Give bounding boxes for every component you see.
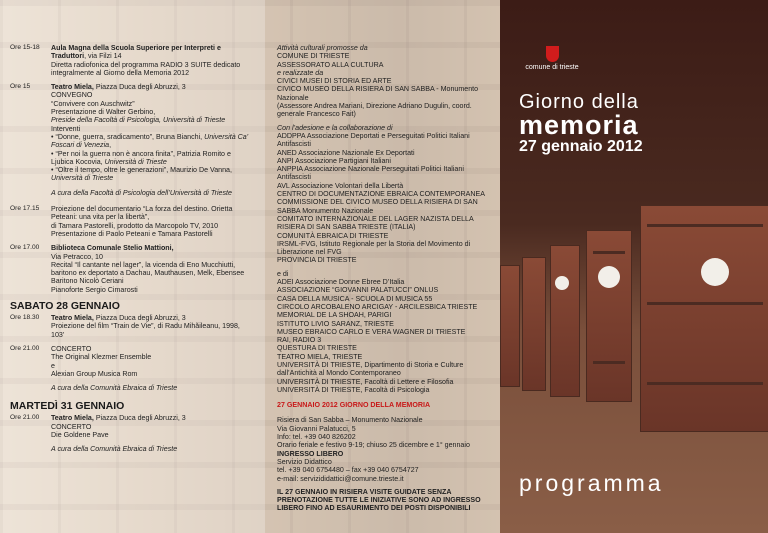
day-title-martedi: MARTEDÌ 31 GENNAIO: [10, 400, 125, 413]
credits-partners: e di ADEI Associazione Donne Ebree D’Italia ASSOCIAZIONE “GIOVANNI PALATUCCI” ONLUS CASA DELLA MUSICA - SCUOLA DI MUSICA 55 CIRCOLO ARCOBALENO ARCIGAY - ARCILESBICA TRIESTE MEMORIAL DE LA SHOAH, PARIGI ISTITUTO LIVIO SARANZ, TRIESTE MUSEO EBRAICO CARLO E VERA WAGNER DI TRIESTE RAI, RADIO 3 QUESTURA DI TRIESTE TEATRO MIELA, TRIESTE UNIVERSITÀ DI TRIESTE, Dipartimento di Storia e Culture dall’Antichità al Mondo Contemporaneo UNIVERSITÀ DI TRIESTE, Facoltà di Lettere e Filosofia UNIVERSITÀ DI TRIESTE, Facoltà di Psicologia: [277, 269, 478, 394]
cover-panel: [500, 0, 768, 533]
column-credits: [265, 0, 500, 533]
event-time: Ore 15-18: [10, 44, 40, 51]
event-row: [10, 83, 255, 183]
title-line-2: memoria: [519, 110, 639, 140]
event-body: Teatro Miela, Piazza Duca degli Abruzzi, 3 CONVEGNO “Convivere con Auschwitz” Presentazione di Walter Gerbino, Preside della Facoltà di Psicologia, Università di Trieste Interventi • “Donne, guerra, sradicamento”, Bruna Bianchi, Università Ca’ Foscari di Venezia, • “Per noi la guerra non è ancora finita”, Patrizia Romito e Ljubica Kocovia, Università di Trieste • “Oltre il tempo, oltre le generazioni”, Maurizio De Vanna, Università di Trieste: [51, 83, 248, 183]
events-block-2: [10, 205, 255, 294]
events-block-1: [10, 44, 255, 183]
event-row: [10, 414, 255, 439]
door-shape: [586, 230, 632, 402]
note-psicologia: A cura della Facoltà di Psicologia dell’Università di Trieste: [51, 188, 232, 197]
event-body: Teatro Miela, Piazza Duca degli Abruzzi, 3 CONCERTO Die Goldene Pave: [51, 414, 186, 439]
event-row: [10, 44, 255, 77]
credits-content: [277, 44, 490, 513]
event-body: Biblioteca Comunale Stelio Mattioni, Via Petracco, 10 Recital “Il cantante nel lager”, la vicenda di Eno Mucchiutti, baritono ex deportato a Dachau, Mauthausen, Melk, Ebensee Baritono Nicolò Ceriani Pianoforte Sergio Cimarosti: [51, 244, 245, 294]
visit-info: Risiera di San Sabba – Monumento Nazionale Via Giovanni Palatucci, 5 Info: tel. +39 040 826202 Orario feriale e festivo 9-19; chiuso 25 dicembre e 1° gennaio INGRESSO LIBERO Servizio Didattico tel. +39 040 6754480 – fax +39 040 6754727 e-mail: servizididattici@comune.trieste.it: [277, 416, 470, 483]
program-label: programma: [519, 470, 664, 496]
event-time: Ore 18.30: [10, 314, 40, 322]
event-time: Ore 15: [10, 83, 31, 91]
door-shape: [522, 257, 546, 391]
event-body: CONCERTO The Original Klezmer Ensemble e Alexian Group Musica Rom: [51, 344, 152, 378]
doors-illustration: [500, 205, 768, 463]
events-block-3: [10, 314, 255, 378]
event-body: Proiezione del documentario “La forza del destino. Orietta Peteani: una vita per la libertà”, di Tamara Pastorelli, prodotto da Marcopolo TV, 2010 Presentazione di Paolo Peteani e Tamara Pastorelli: [51, 205, 233, 238]
door-shape: [550, 245, 580, 397]
city-shield-icon: [546, 46, 559, 62]
note-comunita-1: A cura della Comunità Ebraica di Trieste: [51, 384, 178, 393]
event-row: [10, 314, 255, 339]
event-row: [10, 205, 255, 238]
event-body: Aula Magna della Scuola Superiore per Interpreti e Traduttori, via Filzi 14 Diretta radiofonica del programma RADIO 3 SUITE dedicato integralmente al Giorno della Memoria 2012: [51, 44, 241, 77]
event-body: Teatro Miela, Piazza Duca degli Abruzzi, 3 Proiezione del film “Train de Vie”, di Radu Mihăileanu, 1998, 103’: [51, 314, 240, 339]
title-line-1: Giorno della: [519, 91, 639, 113]
day-title-sabato: SABATO 28 GENNAIO: [10, 300, 120, 313]
logo-text: comune di trieste: [525, 64, 579, 71]
note-comunita-2: A cura della Comunità Ebraica di Trieste: [51, 445, 178, 454]
event-row: [10, 244, 255, 294]
event-time: Ore 17.15: [10, 205, 40, 213]
event-time: Ore 21.00: [10, 344, 40, 352]
door-shape: [500, 265, 520, 387]
event-time: Ore 21.00: [10, 414, 40, 422]
door-shape: [640, 205, 768, 432]
title-date: 27 gennaio 2012: [519, 138, 643, 155]
giorno-memoria-heading: 27 GENNAIO 2012 GIORNO DELLA MEMORIA: [277, 401, 431, 410]
event-row: [10, 345, 255, 378]
logo-comune: [522, 46, 582, 71]
events-block-4: [10, 414, 255, 439]
credits-intro: Attività culturali promosse da COMUNE DI TRIESTE ASSESSORATO ALLA CULTURA e realizzate da CIVICI MUSEI DI STORIA ED ARTE CIVICO MUSEO DELLA RISIERA DI SAN SABBA - Monumento Nazionale (Assessore Andrea Mariani, Direzione Adriano Dugulin, coord. generale Francesco Fait): [277, 44, 479, 119]
final-note: IL 27 GENNAIO IN RISIERA VISITE GUIDATE SENZA PRENOTAZIONE TUTTE LE INIZIATIVE SONO AD INGRESSO LIBERO FINO AD ESAURIMENTO DEI POSTI DISPONIBILI: [277, 487, 481, 513]
credits-adesione: Con l’adesione e la collaborazione di ADDPPA Associazione Deportati e Perseguitati Politici Italiani Antifascisti ANED Associazione Nazionale Ex Deportati ANPI Associazione Partigiani Italiani ANPPIA Associazione Nazionale Perseguitati Politici Italiani Antifascisti AVL Associazione Volontari della Libertà CENTRO DI DOCUMENTAZIONE EBRAICA CONTEMPORANEA COMMISSIONE DEL CIVICO MUSEO DELLA RISIERA DI SAN SABBA Monumento Nazionale COMITATO INTERNAZIONALE DEL LAGER NAZISTA DELLA RISIERA DI SAN SABBA TRIESTE (ITALIA) COMUNITÀ EBRAICA DI TRIESTE IRSML-FVG, Istituto Regionale per la Storia del Movimento di Liberazione nel FVG PROVINCIA DI TRIESTE: [277, 123, 485, 265]
event-time: Ore 17.00: [10, 244, 40, 252]
column-program: [0, 0, 265, 533]
